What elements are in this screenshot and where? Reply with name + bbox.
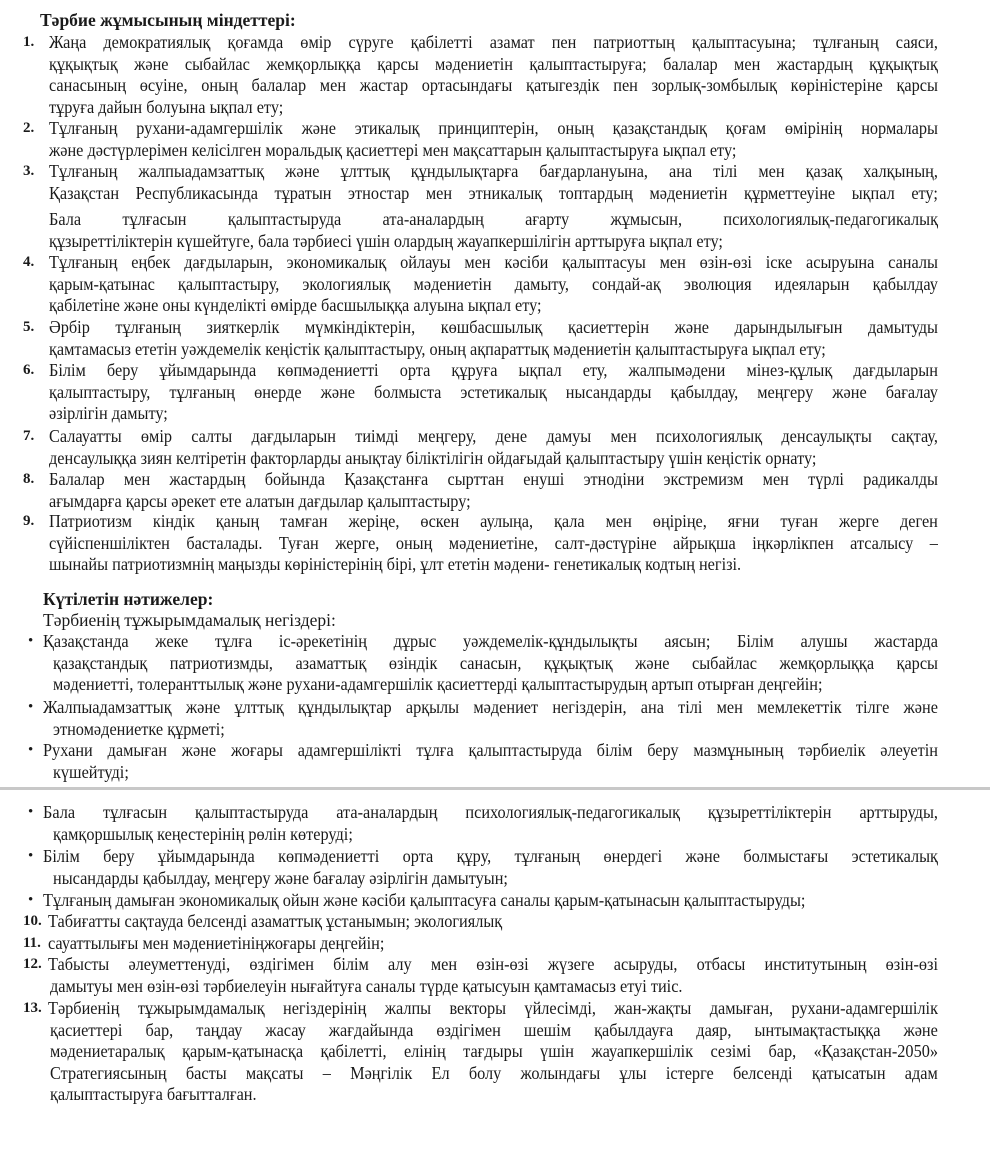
task-number: 4. bbox=[23, 254, 35, 270]
task-text-line: Қазақстан Республикасында тұратын этностар мен этникалық топтардың мәдениетін құрметтеуіне ықпал ету; bbox=[49, 182, 938, 203]
task-text-line: қалыптастыру, тұлғаның өнерде және болмыста эстетикалық нысандарды қабылдау, меңгеру және бағалау bbox=[49, 381, 938, 402]
task-number: 5. bbox=[23, 319, 35, 335]
task-text-line: қамтамасыз ететін уәждемелік кеңістік қалыптастыру, оның ақпараттық мәдениетін қалыптастыруға ықпал ету; bbox=[49, 338, 826, 359]
result-text-line: мәдениетті, толеранттылық және рухани-адамгершілік қасиеттерді қалыптастырудың артып отырған деңгейін; bbox=[53, 674, 823, 695]
task-number: 9. bbox=[23, 513, 35, 529]
task-text-line: Бала тұлғасын қалыптастыруда ата-аналардың ағарту жұмысын, психологиялық-педагогикалық bbox=[49, 209, 938, 229]
task-text-line: Білім беру ұйымдарында көпмәдениетті орта құруға ықпал ету, жалпымәдени мінез-құлық дағдыларын bbox=[49, 360, 938, 380]
result-text-line: Тәрбиенің тұжырымдамалық негіздерінің жалпы векторы үйлесімді, жан-жақты дамыған, рухани-адамгершілік bbox=[48, 998, 938, 1018]
results-subheading: Тәрбиенің тұжырымдамалық негіздері: bbox=[43, 610, 336, 630]
result-text-line: Стратегиясының басты мақсаты – Мәңгілік Ел болу жолындағы ұлы істерге белсенді қатысатын адам bbox=[50, 1062, 938, 1083]
task-text-line: Тұлғаның жалпыадамзаттық және ұлттық құндылықтарға бағдарлануына, ана тілі мен қазақ халқының, bbox=[49, 161, 938, 181]
result-text-line: Білім беру ұйымдарында көпмәдениетті орта құру, тұлғаның өнердегі және болмыстағы эстетикалық bbox=[43, 846, 938, 866]
task-text-line: Тұлғаның еңбек дағдыларын, экономикалық ойлауы мен кәсіби қалыптасуы мен өзін-өзі іске асыруына саналы bbox=[49, 252, 938, 272]
task-text-line: Патриотизм кіндік қаның тамған жеріңе, өскен аулыңа, қала мен өңіріңе, яғни туған жерге деген bbox=[49, 511, 938, 531]
task-text-line: Тұлғаның рухани-адамгершілік және этикалық принциптерін, оның қазақстандық қоғам өмірінің нормалары bbox=[49, 118, 938, 138]
task-text-line: әзірлігін дамыту; bbox=[49, 403, 168, 424]
task-text-line: Салауатты өмір салты дағдыларын тиімді меңгеру, дене дамуы мен психологиялық денсаулықты сақтау, bbox=[49, 426, 938, 446]
task-number: 7. bbox=[23, 428, 35, 444]
bullet-icon: • bbox=[28, 804, 34, 820]
task-text-line: Жаңа демократиялық қоғамда өмір сүруге қабілетті азамат пен патриоттың қалыптасуына; тұлғаның саяси, bbox=[49, 32, 938, 52]
result-text-line: Табысты әлеуметтенуді, өздігімен білім алу мен өзін-өзі жүзеге асыруды, отбасы институтының өзін-өзі bbox=[48, 954, 938, 974]
result-text-line: қасиеттері бар, таңдау жасау жағдайында өздігімен шешім қабылдауға даяр, ынтымақтастыққа және bbox=[50, 1019, 938, 1040]
page-divider bbox=[0, 787, 990, 790]
result-text-line: қазақстандық патриотизмды, азаматтық өзіндік санасын, құқықтық және сыбайлас жемқорлыққа қарсы bbox=[53, 652, 938, 673]
task-text-line: денсаулыққа зиян келтіретін факторларды анықтау біліктілігін ойдағыдай қалыптастыру үшін кеңістік орнату; bbox=[49, 447, 817, 468]
result-text-line: этномәдениетке құрметі; bbox=[53, 718, 225, 739]
bullet-icon: • bbox=[28, 742, 34, 758]
task-text-line: тұруға дайын болуына ықпал ету; bbox=[49, 96, 284, 117]
result-text-line: күшейтуді; bbox=[53, 761, 129, 782]
result-number: 13. bbox=[23, 1000, 42, 1016]
task-text-line: шынайы патриотизмнің маңызды көріністерінің бірі, ұлт ететін мәдени- генетикалық кодтың негізі. bbox=[49, 554, 742, 575]
result-text-line: Тұлғаның дамыған экономикалық ойын және кәсіби қалыптасуға саналы қарым-қатынасын қалыптастыруды; bbox=[43, 890, 806, 910]
task-number: 1. bbox=[23, 34, 35, 50]
result-text-line: Рухани дамыған және жоғары адамгершілікті тұлға қалыптастыруда білім беру мазмұнының тәрбиелік әлеуетін bbox=[43, 740, 938, 760]
result-number: 12. bbox=[23, 956, 42, 972]
results-heading: Күтілетін нәтижелер: bbox=[43, 589, 214, 609]
task-text-line: санасының өсуіне, оның балалар мен жастар ортасындағы қатыгездік пен зорлық-зомбылық көріністеріне қарсы bbox=[49, 75, 938, 96]
tasks-heading: Тәрбие жұмысының міндеттері: bbox=[40, 10, 296, 30]
result-text-line: Қазақстанда жеке тұлға іс-әрекетінің дұрыс уәждемелік-құндылықты аясын; Білім алушы жастарда bbox=[43, 631, 938, 651]
result-text-line: мәдениетаралық қарым-қатынасқа қабілетті, елінің тағдыры үшін жауапкершілік сезімі бар, «Қазақстан-2050» bbox=[50, 1041, 938, 1062]
bullet-icon: • bbox=[28, 892, 34, 908]
bullet-icon: • bbox=[28, 699, 34, 715]
result-number: 11. bbox=[23, 935, 41, 951]
task-text-line: және дәстүрлерімен келісілген моральдық қасиеттері мен мақсаттарын қалыптастыруға ықпал ету; bbox=[49, 139, 737, 160]
result-text-line: сауаттылығы мен мәдениетініңжоғары деңгейін; bbox=[48, 933, 385, 953]
task-text-line: құқықтық және сыбайлас жемқорлыққа қарсы мәдениетін қалыптастыруға; балалар мен жастардың құқықтық bbox=[49, 53, 938, 74]
result-text-line: Бала тұлғасын қалыптастыруда ата-аналардың психологиялық-педагогикалық құзыреттіліктерін арттыруды, bbox=[43, 802, 938, 822]
task-text-line: құзыреттіліктерін күшейтуге, бала тәрбиесі үшін олардың жауапкершілігін арттыруға ықпал ету; bbox=[49, 230, 723, 251]
result-text-line: дамытуы мен өзін-өзі тәрбиелеуін нығайтуға саналы түрде қатысуын қамтамасыз етуі тиіс. bbox=[50, 975, 683, 996]
task-text-line: Әрбір тұлғаның зияткерлік мүмкіндіктерін, көшбасшылық қасиеттерін және дарындылығын дамытуды bbox=[49, 317, 938, 337]
result-text-line: қамқоршылық кеңестерінің рөлін көтеруді; bbox=[53, 823, 353, 844]
task-text-line: Балалар мен жастардың бойында Қазақстанға сырттан енуші этнодіни экстремизм мен түрлі радикалды bbox=[49, 469, 938, 489]
task-text-line: қабілетіне және оны күнделікті өмірде басшылыққа алуына ықпал ету; bbox=[49, 295, 542, 316]
result-text-line: нысандарды қабылдау, меңгеру және бағалау әзірлігін дамытуын; bbox=[53, 867, 508, 888]
bullet-icon: • bbox=[28, 633, 34, 649]
task-number: 6. bbox=[23, 362, 35, 378]
task-number: 3. bbox=[23, 163, 35, 179]
bullet-icon: • bbox=[28, 848, 34, 864]
task-number: 2. bbox=[23, 120, 35, 136]
result-number: 10. bbox=[23, 913, 42, 929]
task-number: 8. bbox=[23, 471, 35, 487]
task-text-line: ағымдарға қарсы әрекет ете алатын дағдылар қалыптастыру; bbox=[49, 490, 471, 511]
result-text-line: Жалпыадамзаттық және ұлттық құндылықтар арқылы мәдениет негіздерін, ана тілі мен мемлекеттік тілге және bbox=[43, 697, 938, 717]
result-text-line: Табиғатты сақтауда белсенді азаматтық ұстанымын; экологиялық bbox=[48, 911, 503, 931]
result-text-line: қалыптастыруға бағытталған. bbox=[50, 1084, 257, 1105]
task-text-line: қарым-қатынас қалыптастыру, экологиялық мәдениетін дамыту, сондай-ақ эволюция идеяларын қабылдау bbox=[49, 273, 938, 294]
task-text-line: сүйіспеншіліктен басталады. Туған жерге, оның мәдениетіне, салт-дәстүріне айрықша іңкәрлікпен атсалысу – bbox=[49, 532, 938, 553]
